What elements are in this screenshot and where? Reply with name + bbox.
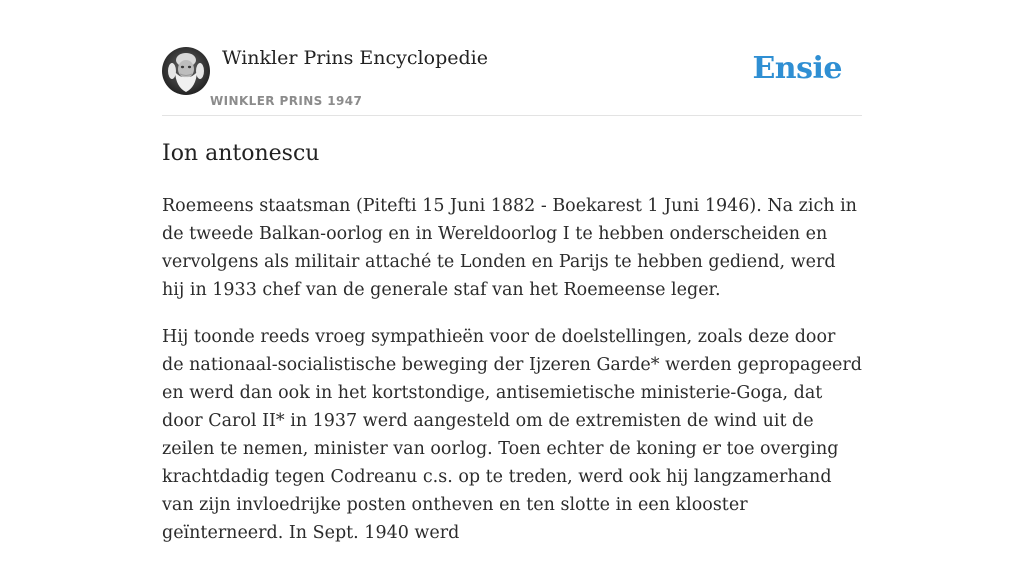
ensie-logo[interactable]: Ensie <box>752 51 842 86</box>
article-body <box>162 192 862 566</box>
avatar-portrait-graphic <box>162 47 210 95</box>
article-title: Ion antonescu <box>162 141 320 166</box>
source-title[interactable]: Winkler Prins Encyclopedie <box>222 47 488 69</box>
article-paragraph: Hij toonde reeds vroeg sympathieën voor de doelstellingen, zoals deze door de nationaal-socialistische beweging der Ijzeren Garde* werden gepropageerd en werd dan ook in het kortstondige, antisemietische ministerie-Goga, dat door Carol II* in 1937 werd aangesteld om de extremisten de wind uit de zeilen te nemen, minister van oorlog. Toen echter de koning er toe overging krachtdadig tegen Codreanu c.s. op te treden, werd ook hij langzamerhand van zijn invloedrijke posten ontheven en ten slotte in een klooster geïnterneerd. In Sept. 1940 werd <box>162 327 862 543</box>
article-paragraph: Roemeens staatsman (Pitefti 15 Juni 1882 - Boekarest 1 Juni 1946). Na zich in de tweede Balkan-oorlog en in Wereldoorlog I te hebben onderscheiden en vervolgens als militair attaché te Londen en Parijs te hebben gediend, werd hij in 1933 chef van de generale staf van het Roemeense leger. <box>162 196 857 300</box>
bearded-man-portrait-icon[interactable] <box>162 47 210 95</box>
source-header <box>162 0 862 116</box>
source-subtitle: WINKLER PRINS 1947 <box>210 94 363 108</box>
